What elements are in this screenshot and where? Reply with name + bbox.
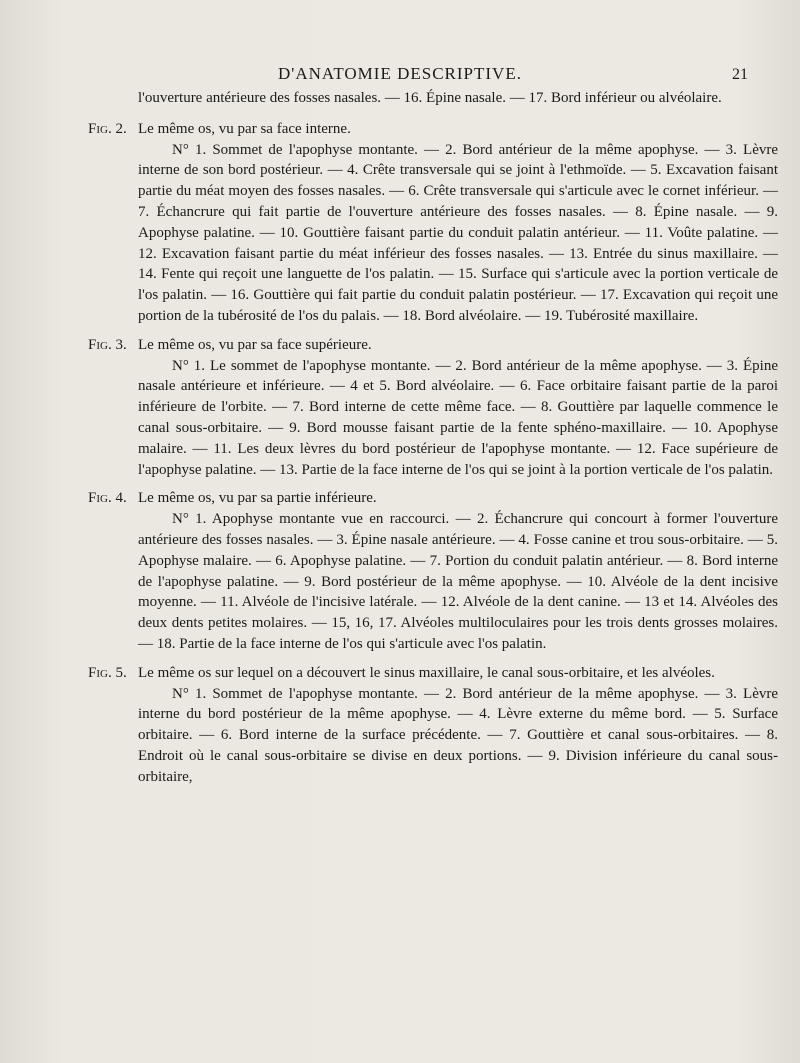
figure-label: Fig. 5.: [88, 664, 127, 681]
figure-entry-4: [88, 488, 778, 654]
figure-caption: Le même os, vu par sa face supérieure.: [138, 336, 372, 353]
figure-caption: Le même os, vu par sa face interne.: [138, 120, 351, 137]
figure-entry-2: [88, 119, 778, 327]
figure-heading: [88, 119, 778, 140]
figure-legend-items: N° 1. Sommet de l'apophyse montante. — 2. Bord antérieur de la même apophyse. — 3. Lèvre interne de son bord postérieur. — 4. Crête transversale qui se joint à l'ethmoïde. — 5. Excavation faisant partie du méat moyen des fosses nasales. — 6. Crête transversale qui s'articule avec le cornet inférieur. — 7. Échancrure qui fait partie de l'ouverture antérieure des fosses nasales. — 8. Épine nasale. — 9. Apophyse palatine. — 10. Gouttière faisant partie du conduit palatin antérieur. — 11. Voûte palatine. — 12. Excavation faisant partie du méat inférieur des fosses nasales. — 13. Entrée du sinus maxillaire. — 14. Fente qui reçoit une languette de l'os palatin. — 15. Surface qui s'articule avec la portion verticale de l'os palatin. — 16. Gouttière qui fait partie du conduit palatin postérieur. — 17. Excavation qui reçoit une portion de la tubérosité de l'os du palais. — 18. Bord alvéolaire. — 19. Tubérosité maxillaire.: [138, 141, 778, 324]
running-title: D'ANATOMIE DESCRIPTIVE.: [278, 64, 522, 83]
figure-legend-items: N° 1. Sommet de l'apophyse montante. — 2. Bord antérieur de la même apophyse. — 3. Lèvre interne du bord postérieur de la même apophyse. — 4. Lèvre externe du même bord. — 5. Surface orbitaire. — 6. Bord interne de la surface précédente. — 7. Gouttière et canal sous-orbitaires. — 8. Endroit où le canal sous-orbitaire se divise en deux portions. — 9. Division inférieure du canal sous-orbitaire,: [138, 685, 778, 785]
figure-legend-items: N° 1. Le sommet de l'apophyse montante. — 2. Bord antérieur de la même apophyse. — 3. Épine nasale antérieure et inférieure. — 4 et 5. Bord alvéolaire. — 6. Face orbitaire faisant partie de la paroi inférieure de l'orbite. — 7. Bord interne de cette même face. — 8. Gouttière par laquelle commence le canal sous-orbitaire. — 9. Bord mousse faisant partie de la fente sphéno-maxillaire. — 10. Apophyse malaire. — 11. Les deux lèvres du bord postérieur de l'apophyse montante. — 12. Face supérieure de l'apophyse palatine. — 13. Partie de la face interne de l'os qui se joint à la portion verticale de l'os palatin.: [138, 357, 778, 478]
figure-caption: Le même os sur lequel on a découvert le sinus maxillaire, le canal sous-orbitaire, et les alvéoles.: [138, 664, 715, 681]
page-body: [88, 88, 778, 788]
figure-heading: [88, 488, 778, 509]
figure-label: Fig. 3.: [88, 336, 127, 353]
continuation-paragraph: l'ouverture antérieure des fosses nasales. — 16. Épine nasale. — 17. Bord inférieur ou alvéolaire.: [138, 90, 722, 106]
figure-entry-5: [88, 663, 778, 788]
figure-heading: [88, 663, 778, 684]
figure-label: Fig. 2.: [88, 120, 127, 137]
figure-heading: [88, 335, 778, 356]
figure-caption: Le même os, vu par sa partie inférieure.: [138, 490, 377, 507]
page-header: [0, 64, 800, 88]
figure-legend-items: N° 1. Apophyse montante vue en raccourci. — 2. Échancrure qui concourt à former l'ouverture antérieure des fosses nasales. — 3. Épine nasale antérieure. — 4. Fosse canine et trou sous-orbitaire. — 5. Apophyse malaire. — 6. Apophyse palatine. — 7. Portion du conduit palatin antérieur. — 8. Bord interne de l'apophyse palatine. — 9. Bord postérieur de la même apophyse. — 10. Alvéole de la dent incisive moyenne. — 11. Alvéole de l'incisive latérale. — 12. Alvéole de la dent canine. — 13 et 14. Alvéoles des deux dents petites molaires. — 15, 16, 17. Alvéoles multiloculaires pour les trois dents grosses molaires. — 18. Partie de la face interne de l'os qui s'articule avec l'os palatin.: [138, 511, 778, 652]
page-number: 21: [732, 66, 748, 83]
figure-entry-3: [88, 335, 778, 481]
figure-label: Fig. 4.: [88, 490, 127, 507]
